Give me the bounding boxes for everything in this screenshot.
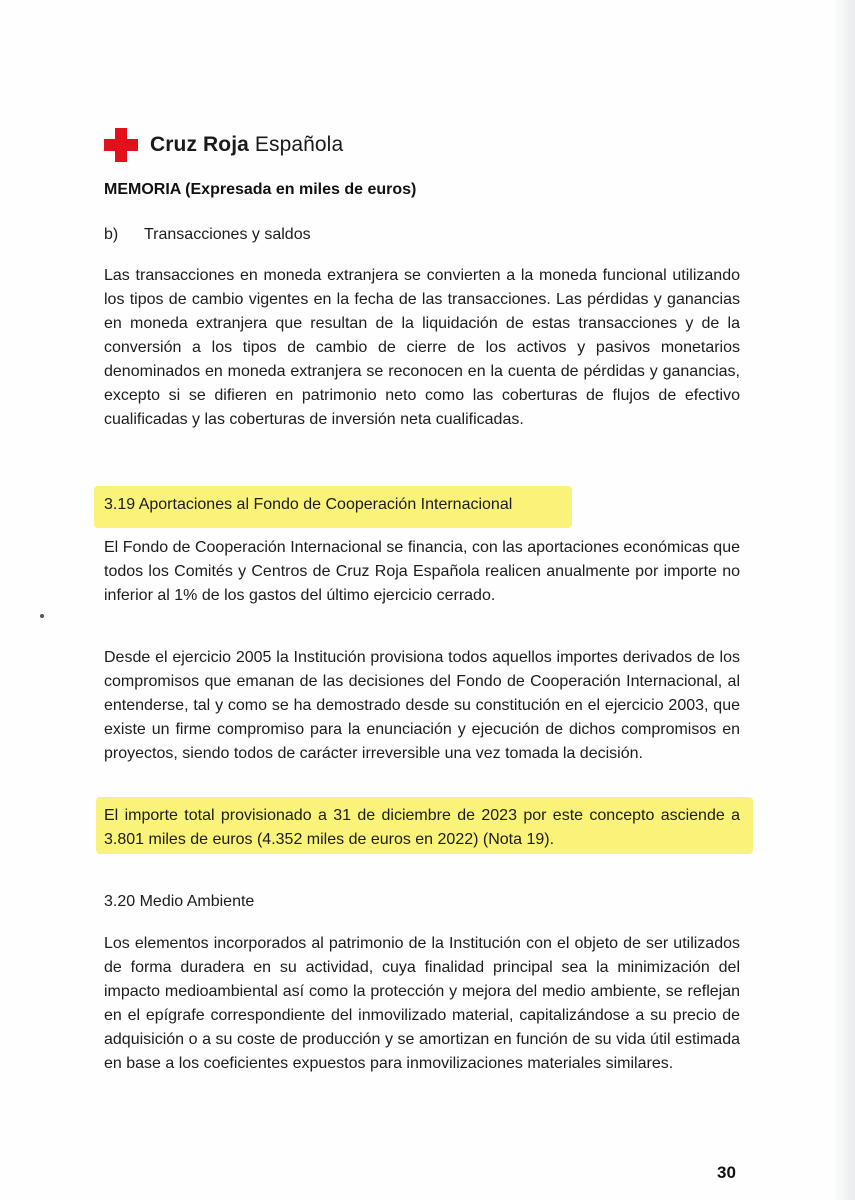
fondo-paragraph-1: El Fondo de Cooperación Internacional se financia, con las aportaciones económicas que todos los Comités y Centros de Cruz Roja Española realicen anualmente por importe no inferior al 1% de los gastos del último ejercicio cerrado. [104,539,740,604]
page-number: 30 [717,1163,736,1182]
subsection-b-heading [104,226,311,244]
subsection-letter: b) [104,226,119,243]
scan-speck [40,614,44,618]
organization-name-bold: Cruz Roja [150,133,249,156]
document-header [104,128,343,162]
importe-paragraph: El importe total provisionado a 31 de diciembre de 2023 por este concepto asciende a 3.801 miles de euros (4.352 miles de euros en 2022) (Nota 19). [104,807,740,848]
page-edge-shadow [833,0,855,1200]
organization-name [150,133,343,157]
organization-name-rest: Española [248,133,344,156]
medio-ambiente-paragraph: Los elementos incorporados al patrimonio de la Institución con el objeto de ser utilizados de forma duradera en su actividad, cuya finalidad principal sea la minimización del impacto medioambiental así como la protección y mejora del medio ambiente, se reflejan en el epígrafe correspondiente del inmovilizado material, capitalizándose a su precio de adquisición o a su coste de producción y se amortizan en función de su vida útil estimada en base a los coeficientes expuestos para inmovilizaciones materiales similares. [104,935,740,1072]
section-319-title: 3.19 Aportaciones al Fondo de Cooperación Internacional [104,496,513,513]
red-cross-icon [104,128,138,162]
fondo-paragraph-2: Desde el ejercicio 2005 la Institución provisiona todos aquellos importes derivados de los compromisos que emanan de las decisiones del Fondo de Cooperación Internacional, al entenderse, tal y como se ha demostrado desde su constitución en el ejercicio 2003, que existe un firme compromiso para la enunciación y ejecución de dichos compromisos en proyectos, siendo todos de carácter irreversible una vez tomada la decisión. [104,649,740,762]
subsection-title: Transacciones y saldos [144,226,311,243]
section-320-title: 3.20 Medio Ambiente [104,893,255,910]
transacciones-paragraph: Las transacciones en moneda extranjera se convierten a la moneda funcional utilizando los tipos de cambio vigentes en la fecha de las transacciones. Las pérdidas y ganancias en moneda extranjera que resultan de la liquidación de estas transacciones y de la conversión a los tipos de cambio de cierre de los activos y pasivos monetarios denominados en moneda extranjera se reconocen en la cuenta de pérdidas y ganancias, excepto si se difieren en patrimonio neto como las coberturas de flujos de efectivo cualificadas y las coberturas de inversión neta cualificadas. [104,267,740,428]
memoria-title: MEMORIA (Expresada en miles de euros) [104,181,417,198]
